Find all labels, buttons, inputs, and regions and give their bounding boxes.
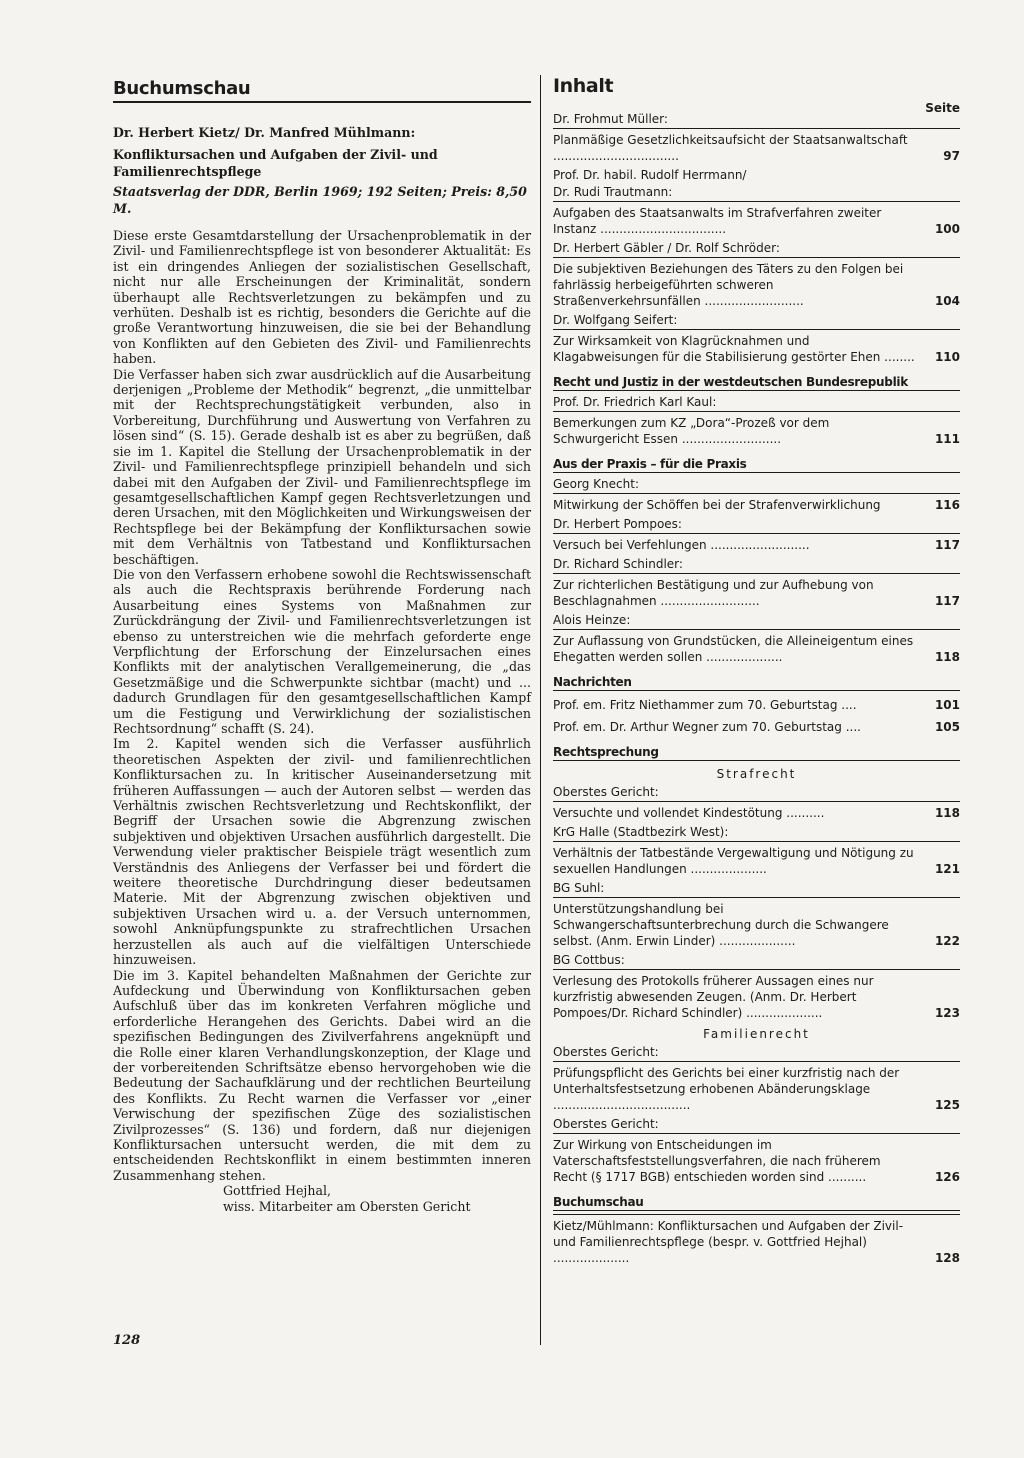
toc-entry[interactable] <box>553 716 960 735</box>
toc-section-heading: Aus der Praxis – für die Praxis <box>553 457 960 473</box>
toc-section-heading: Buchumschau <box>553 1195 960 1211</box>
toc-entry-title: Prüfungspflicht des Gerichts bei einer kurzfristig nach der Unterhaltsfestsetzung erhobenen Abänderungsklage .................................... <box>553 1066 900 1112</box>
toc-entry-author: Oberstes Gericht: <box>553 1117 659 1131</box>
page-number: 128 <box>113 1333 141 1348</box>
toc-entry-title: Die subjektiven Beziehungen des Täters zu den Folgen bei fahrlässig herbeigeführten schweren Straßenverkehrsunfällen .......................... <box>553 262 904 308</box>
review-paragraph: Im 2. Kapitel wenden sich die Verfasser ausführlich theoretischen Aspekten der zivil- und familienrechtlichen Konfliktursachen zu. In kritischer Auseinandersetzung mit früheren Auffassungen — auch der Autoren selbst — werden das Verhältnis zwischen Rechtsverletzung und Rechtskonflikt, der Begriff der Ursachen sowie die Abgrenzung zwischen subjektiven und objektiven Ursachen ausführlich dargestellt. Die Verwendung vieler praktischer Beispiele trägt wesentlich zum Verständnis des Anliegens der Verfasser bei und fördert die weitere theoretische Durchdringung dieser bedeutsamen Materie. Mit der Abgrenzung zwischen objektiven und subjektiven Ursachen wird u. a. der Versuch unternommen, sowohl Anknüpfungspunkte zu strafrechtlichen Ursachen herzustellen als auch auf die vielfältigen Unterschiede hinzuweisen. <box>113 736 531 968</box>
book-author: Dr. Herbert Kietz/ Dr. Manfred Mühlmann: <box>113 125 416 140</box>
toc-page-label: Seite <box>925 101 960 115</box>
toc-entry-author: Alois Heinze: <box>553 613 631 627</box>
toc-entry-line <box>553 841 960 877</box>
toc-entry-page: 125 <box>934 1098 960 1112</box>
book-title: Konfliktursachen und Aufgaben der Zivil- und Familienrechtspflege <box>113 147 438 179</box>
toc-entry[interactable] <box>553 516 960 553</box>
toc-entry[interactable] <box>553 312 960 365</box>
toc-entry[interactable] <box>553 880 960 949</box>
toc-body <box>553 111 960 1266</box>
toc-entry[interactable] <box>553 240 960 309</box>
toc-entry-page: 118 <box>934 806 960 820</box>
toc-entry-title: Unterstützungshandlung bei Schwangerschaftsunterbrechung durch die Schwangere selbst. (Anm. Erwin Linder) .................... <box>553 902 889 948</box>
toc-entry-title: Mitwirkung der Schöffen bei der Strafenverwirklichung <box>553 498 881 512</box>
toc-entry-line <box>553 716 960 735</box>
table-of-contents <box>540 75 960 1345</box>
toc-entry-author: Prof. Dr. Friedrich Karl Kaul: <box>553 395 717 409</box>
toc-entry-line <box>553 1133 960 1185</box>
toc-section-heading: Recht und Justiz in der westdeutschen Bundesrepublik <box>553 375 960 391</box>
toc-entry-title: Aufgaben des Staatsanwalts im Strafverfahren zweiter Instanz ................................. <box>553 206 882 236</box>
review-paragraph: Die Verfasser haben sich zwar ausdrücklich auf die Ausarbeitung derjenigen „Probleme der Methodik“ begrenzt, „die unmittelbar mit der Rechtsprechungstätigkeit verbunden, also in Vorbereitung, Durchführung und Auswertung von Verfahren zu lösen sind“ (S. 15). Gerade deshalb ist es aber zu begrüßen, daß sie im 1. Kapitel die Stellung der Ursachenproblematik in der Zivil- und Familienrechtspflege prinzipiell behandeln und sich dabei mit den Aufgaben der Zivil- und Familienrechtspflege im gesamtgesellschaftlichen Kampf gegen Rechtsverletzungen und deren Ursachen, mit den Möglichkeiten und Wirkungsweisen der Rechtspflege bei der Bekämpfung der Konfliktursachen sowie mit dem Verhältnis von Tatbestand und Konfliktursachen beschäftigen. <box>113 366 531 567</box>
toc-entry-author: BG Suhl: <box>553 881 605 895</box>
toc-entry-author: Oberstes Gericht: <box>553 785 659 799</box>
toc-entry-page: 111 <box>934 432 960 446</box>
toc-entry[interactable] <box>553 824 960 877</box>
toc-entry[interactable] <box>553 1044 960 1113</box>
toc-entry-line <box>553 897 960 949</box>
review-paragraph: Diese erste Gesamtdarstellung der Ursachenproblematik in der Zivil- und Familienrechtspflege ist von besonderer Aktualität: Es ist ein dringendes Anliegen der sozialistischen Gesellschaft, nicht nur alle Erscheinungen der Kriminalität, sondern überhaupt alle Rechtsverletzungen zu bekämpfen und zu verhüten. Deshalb ist es richtig, besonders die Gerichte auf die große Verantwortung hinzuweisen, die sie bei der Behandlung von Konflikten auf den Gebieten des Zivil- und Familienrechts haben. <box>113 228 531 367</box>
toc-entry-author: Dr. Rudi Trautmann: <box>553 185 673 199</box>
toc-entry-title: Versuch bei Verfehlungen .......................... <box>553 538 810 552</box>
toc-entry-page: 117 <box>934 538 960 552</box>
toc-entry-line <box>553 801 960 821</box>
toc-entry-line <box>553 1061 960 1113</box>
toc-entry[interactable] <box>553 556 960 609</box>
toc-entry-page: 110 <box>934 350 960 364</box>
toc-entry-line <box>553 128 960 164</box>
toc-entry-title: Bemerkungen zum KZ „Dora“-Prozeß vor dem Schwurgericht Essen .......................... <box>553 416 830 446</box>
toc-entry-line <box>553 411 960 447</box>
toc-entry-line <box>553 201 960 237</box>
review-text <box>113 228 531 1183</box>
toc-title: Inhalt <box>553 75 614 97</box>
toc-entry-title: Zur Wirkung von Entscheidungen im Vaterschaftsfeststellungsverfahren, die nach früherem Recht (§ 1717 BGB) entschieden worden sind .......... <box>553 1138 881 1184</box>
toc-subsection-heading: Familienrecht <box>703 1027 810 1041</box>
toc-section-heading: Rechtsprechung <box>553 745 960 761</box>
toc-entry[interactable] <box>553 394 960 447</box>
toc-entry[interactable] <box>553 694 960 713</box>
toc-entry-line <box>553 573 960 609</box>
book-publisher: Staatsverlag der DDR, Berlin 1969; 192 Seiten; Preis: 8,50 M. <box>113 184 527 216</box>
toc-entry-line <box>553 533 960 553</box>
review-paragraph: Die im 3. Kapitel behandelten Maßnahmen der Gerichte zur Aufdeckung und Überwindung von Konfliktursachen geben Aufschluß über das im konkreten Verfahren mögliche und erforderliche Herangehen des Gerichts. Dabei wird an die spezifischen Bedingungen des Zivilverfahrens angeknüpft und die Rolle einer klaren Verhandlungskonzeption, der Klage und der vorbereitenden Schriftsätze ebenso hervorgehoben wie die Bedeutung der Sachaufklärung und der rechtlichen Beurteilung des Konflikts. Zu Recht warnen die Verfasser vor „einer Verwischung der spezifischen Züge des sozialistischen Zivilprozesses“ (S. 136) und fordern, daß nur diejenigen Konfliktursachen untersucht werden, die mit dem zu entscheidenden Rechtskonflikt in einem bestimmten inneren Zusammenhang stehen. <box>113 967 531 1183</box>
toc-entry-page: 121 <box>934 862 960 876</box>
toc-entry-author: KrG Halle (Stadtbezirk West): <box>553 825 729 839</box>
toc-entry-page: 97 <box>943 149 960 163</box>
toc-entry-title: Verhältnis der Tatbestände Vergewaltigung und Nötigung zu sexuellen Handlungen .................... <box>553 846 914 876</box>
toc-entry-line <box>553 1214 960 1266</box>
toc-subsection-heading: Strafrecht <box>716 767 797 781</box>
toc-entry-author: Dr. Wolfgang Seifert: <box>553 313 678 327</box>
toc-entry-line <box>553 694 960 713</box>
signature-name: Gottfried Hejhal, <box>223 1183 331 1199</box>
toc-entry-title: Prof. em. Fritz Niethammer zum 70. Geburtstag .... <box>553 698 857 712</box>
section-title: Buchumschau <box>113 78 531 103</box>
toc-entry-page: 126 <box>934 1170 960 1184</box>
toc-entry[interactable] <box>553 476 960 513</box>
toc-entry-page: 128 <box>934 1251 960 1265</box>
toc-entry-page: 105 <box>934 720 960 734</box>
toc-entry-author: Prof. Dr. habil. Rudolf Herrmann/ <box>553 168 747 182</box>
toc-entry-page: 123 <box>934 1006 960 1020</box>
toc-entry-page: 100 <box>934 222 960 236</box>
toc-entry-author: Dr. Herbert Pompoes: <box>553 517 682 531</box>
toc-entry-page: 118 <box>934 650 960 664</box>
review-paragraph: Die von den Verfassern erhobene sowohl die Rechtswissenschaft als auch die Rechtspraxis berührende Forderung nach Ausarbeitung eines Systems von Maßnahmen zur Zurückdrängung der Zivil- und Familienrechtsverletzungen ist ebenso zu unterstreichen wie die mehrfach geforderte enge Verpflichtung der Erforschung der Einzelursachen eines Konflikts mit der analytischen Verallgemeinerung, die „das Gesetzmäßige und die Schwerpunkte sichtbar (macht) und ... dadurch Grundlagen für den gesamtgesellschaftlichen Kampf um die Festigung und Verwirklichung der sozialistischen Rechtsordnung“ schafft (S. 24). <box>113 566 531 736</box>
toc-entry-page: 104 <box>934 294 960 308</box>
toc-entry[interactable] <box>553 1214 960 1266</box>
toc-entry-page: 122 <box>934 934 960 948</box>
toc-entry-page: 116 <box>934 498 960 512</box>
toc-entry-author: Dr. Frohmut Müller: <box>553 112 668 126</box>
toc-entry-author: Georg Knecht: <box>553 477 639 491</box>
toc-entry-title: Zur Auflassung von Grundstücken, die Alleineigentum eines Ehegatten werden sollen .................... <box>553 634 914 664</box>
toc-entry-line <box>553 493 960 513</box>
toc-entry[interactable] <box>553 784 960 821</box>
toc-entry-line <box>553 629 960 665</box>
toc-entry-author: Dr. Richard Schindler: <box>553 557 683 571</box>
toc-entry-title: Planmäßige Gesetzlichkeitsaufsicht der Staatsanwaltschaft ................................. <box>553 133 908 163</box>
toc-entry-author: BG Cottbus: <box>553 953 625 967</box>
toc-entry-title: Verlesung des Protokolls früherer Aussagen eines nur kurzfristig abwesenden Zeugen. (Anm. Dr. Herbert Pompoes/Dr. Richard Schindler) .................... <box>553 974 874 1020</box>
toc-entry-author: Dr. Herbert Gäbler / Dr. Rolf Schröder: <box>553 241 780 255</box>
toc-entry[interactable] <box>553 167 960 237</box>
toc-entry[interactable] <box>553 1116 960 1185</box>
book-review-column <box>113 78 531 1215</box>
toc-entry[interactable] <box>553 612 960 665</box>
toc-entry-title: Versuchte und vollendet Kindestötung .......... <box>553 806 825 820</box>
toc-entry-page: 101 <box>934 698 960 712</box>
signature <box>113 1183 531 1215</box>
toc-entry-author: Oberstes Gericht: <box>553 1045 659 1059</box>
toc-entry-line <box>553 969 960 1021</box>
toc-section-heading: Nachrichten <box>553 675 960 691</box>
toc-entry[interactable] <box>553 111 960 164</box>
toc-entry-line <box>553 329 960 365</box>
toc-entry-title: Kietz/Mühlmann: Konfliktursachen und Aufgaben der Zivil- und Familienrechtspflege (bespr. v. Gottfried Hejhal) .................... <box>553 1219 904 1265</box>
toc-entry-title: Prof. em. Dr. Arthur Wegner zum 70. Geburtstag .... <box>553 720 861 734</box>
toc-entry-line <box>553 257 960 309</box>
toc-entry-title: Zur richterlichen Bestätigung und zur Aufhebung von Beschlagnahmen .......................... <box>553 578 874 608</box>
signature-role: wiss. Mitarbeiter am Obersten Gericht <box>223 1199 471 1215</box>
toc-entry-page: 117 <box>934 594 960 608</box>
toc-entry-title: Zur Wirksamkeit von Klagrücknahmen und Klagabweisungen für die Stabilisierung gestörter Ehen ........ <box>553 334 915 364</box>
toc-entry[interactable] <box>553 952 960 1021</box>
